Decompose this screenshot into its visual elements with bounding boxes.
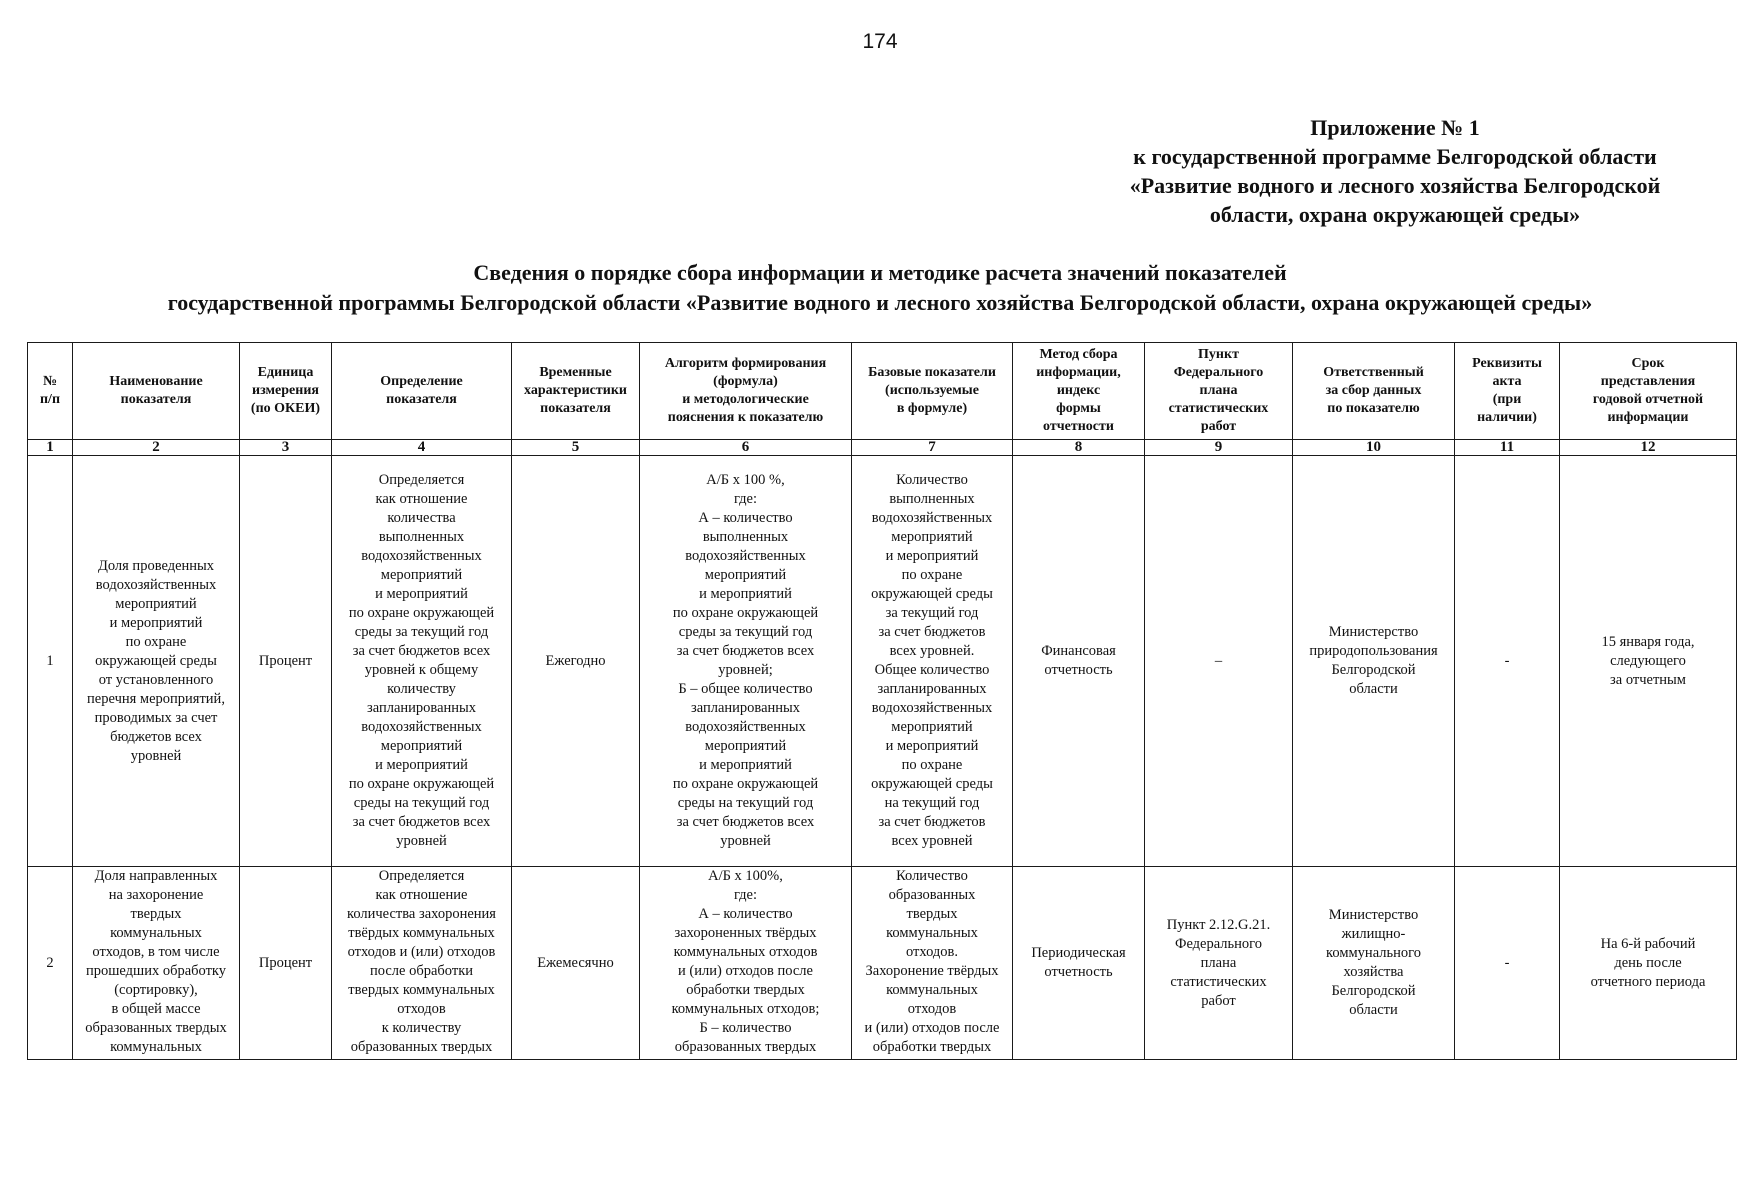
column-number: 10 [1293,440,1455,456]
definition-cell: Определяется как отношение количества выполненных водохозяйственных мероприятий и мероприятий по охране окружающей среды за текущий год за счет бюджетов всех уровней к общему количеству запланированных водохозяйственных мероприятий и мероприятий по охране окружающей среды на текущий год за счет бюджетов всех уровней [332,456,512,867]
table-row [28,867,1737,1060]
document-title-line-2: государственной программы Белгородской области «Развитие водного и лесного хозяйства Белгородской области, охрана окружающей среды» [167,290,1593,315]
column-number: 4 [332,440,512,456]
deadline-cell: 15 января года, следующего за отчетным [1560,456,1737,867]
appendix-line: области, охрана окружающей среды» [1209,202,1581,227]
appendix-line: «Развитие водного и лесного хозяйства Белгородской [1129,173,1661,198]
cell-content: А/Б х 100%, где: А – количество захороненных твёрдых коммунальных отходов и (или) отходов после обработки твердых коммунальных отходов; Б – количество образованных твердых [671,868,820,1055]
responsible-cell: Министерство жилищно- коммунального хозяйства Белгородской области [1293,867,1455,1060]
row-number-cell: 2 [28,867,73,1060]
column-header: Единица измерения (по ОКЕИ) [240,343,332,440]
column-number: 8 [1013,440,1145,456]
column-number-row [28,440,1737,456]
column-number: 7 [852,440,1013,456]
column-header: Пункт Федерального плана статистических работ [1145,343,1293,440]
column-header: Наименование показателя [73,343,240,440]
cell-content: Определяется как отношение количества захоронения твёрдых коммунальных отходов и (или) отходов после обработки твердых коммунальных отходов к количеству образованных твердых [347,868,496,1055]
appendix-heading [1090,113,1700,229]
collection-method-cell: Финансовая отчетность [1013,456,1145,867]
column-number: 3 [240,440,332,456]
column-number: 12 [1560,440,1737,456]
responsible-cell: Министерство природопользования Белгородской области [1293,456,1455,867]
federal-plan-item-cell: Пункт 2.12.G.21. Федерального плана статистических работ [1145,867,1293,1060]
indicators-table [27,342,1737,1060]
column-header: Базовые показатели (используемые в формуле) [852,343,1013,440]
page-number: 174 [862,30,898,53]
formula-cell [640,867,852,1060]
document-title-line-1: Сведения о порядке сбора информации и методике расчета значений показателей [473,260,1287,285]
column-number: 6 [640,440,852,456]
cell-content: Доля направленных на захоронение твердых коммунальных отходов, в том числе прошедших обработку (сортировку), в общей массе образованных твердых коммунальных [85,868,227,1055]
column-number: 5 [512,440,640,456]
column-header: № п/п [28,343,73,440]
base-indicators-cell: Количество выполненных водохозяйственных мероприятий и мероприятий по охране окружающей среды за текущий год за счет бюджетов всех уровней. Общее количество запланированных водохозяйственных мероприятий и мероприятий по охране окружающей среды на текущий год за счет бюджетов всех уровней [852,456,1013,867]
unit-cell: Процент [240,867,332,1060]
unit-cell: Процент [240,456,332,867]
table-header-row [28,343,1737,440]
table-row [28,456,1737,867]
column-number: 2 [73,440,240,456]
periodicity-cell: Ежегодно [512,456,640,867]
column-number: 11 [1455,440,1560,456]
row-number-cell: 1 [28,456,73,867]
column-header: Метод сбора информации, индекс формы отчетности [1013,343,1145,440]
appendix-line: Приложение № 1 [1310,115,1480,140]
deadline-cell: На 6-й рабочий день после отчетного периода [1560,867,1737,1060]
column-header: Определение показателя [332,343,512,440]
definition-cell [332,867,512,1060]
column-header: Реквизиты акта (при наличии) [1455,343,1560,440]
appendix-line: к государственной программе Белгородской области [1133,144,1657,169]
column-header: Срок представления годовой отчетной информации [1560,343,1737,440]
indicator-name-cell: Доля проведенных водохозяйственных мероприятий и мероприятий по охране окружающей среды от установленного перечня мероприятий, проводимых за счет бюджетов всех уровней [73,456,240,867]
formula-cell: А/Б х 100 %, где: А – количество выполненных водохозяйственных мероприятий и мероприятий по охране окружающей среды за текущий год за счет бюджетов всех уровней; Б – общее количество запланированных водохозяйственных мероприятий и мероприятий по охране окружающей среды на текущий год за счет бюджетов всех уровней [640,456,852,867]
act-details-cell: - [1455,867,1560,1060]
column-number: 9 [1145,440,1293,456]
indicator-name-cell [73,867,240,1060]
cell-content: Количество образованных твердых коммунальных отходов. Захоронение твёрдых коммунальных отходов и (или) отходов после обработки твердых [864,868,1000,1055]
column-number: 1 [28,440,73,456]
periodicity-cell: Ежемесячно [512,867,640,1060]
act-details-cell: - [1455,456,1560,867]
column-header: Временные характеристики показателя [512,343,640,440]
base-indicators-cell [852,867,1013,1060]
collection-method-cell: Периодическая отчетность [1013,867,1145,1060]
document-title [0,258,1760,318]
federal-plan-item-cell: – [1145,456,1293,867]
column-header: Алгоритм формирования (формула) и методологические пояснения к показателю [640,343,852,440]
column-header: Ответственный за сбор данных по показателю [1293,343,1455,440]
